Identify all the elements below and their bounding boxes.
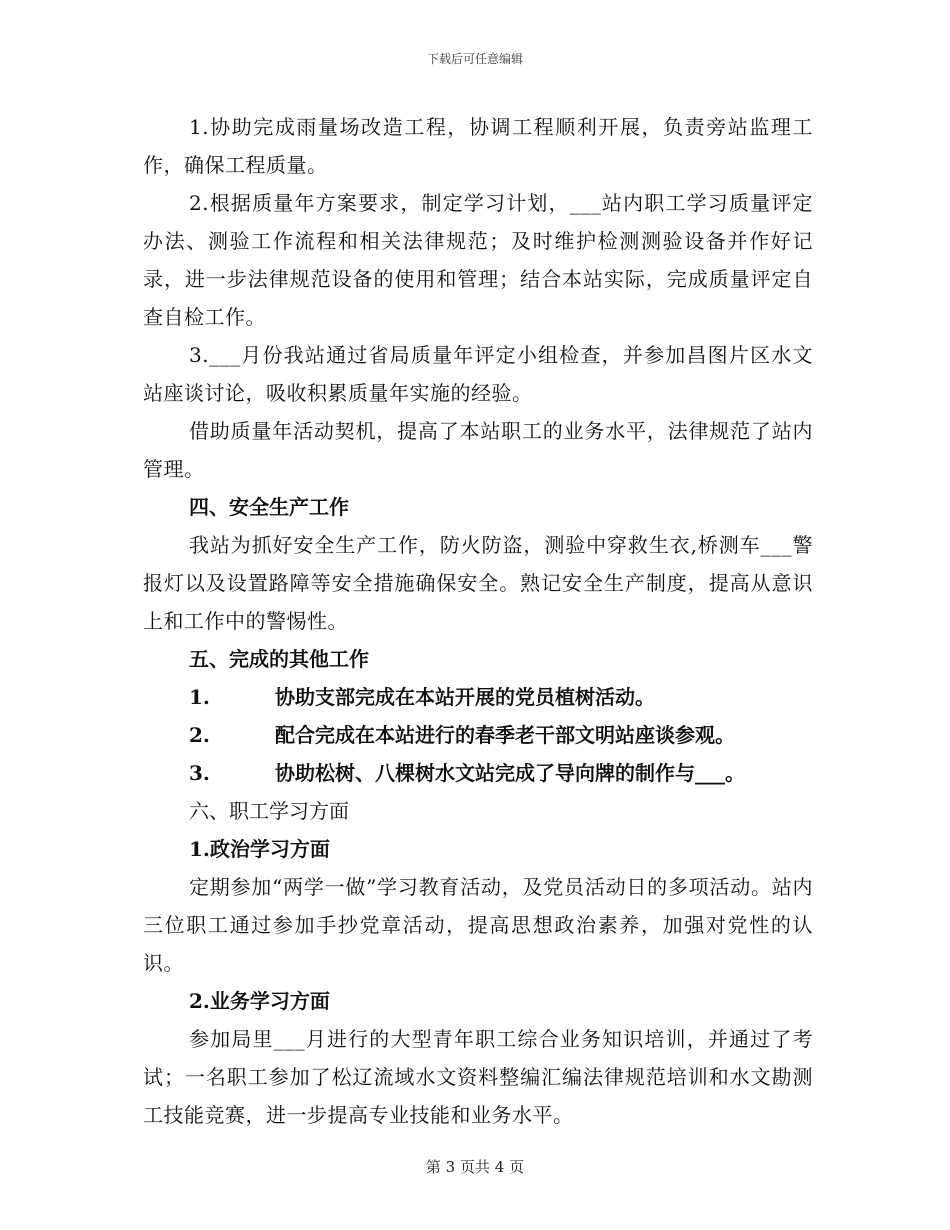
- paragraph: 定期参加“两学一做”学习教育活动，及党员活动日的多项活动。站内三位职工通过参加手抄党章活动，提高思想政治素养，加强对党性的认识。: [143, 875, 813, 975]
- subsection-heading: 2.业务学习方面: [189, 989, 330, 1013]
- list-item: [143, 754, 813, 792]
- section-heading: 六、职工学习方面: [189, 799, 349, 823]
- page-header: 下载后可任意编辑: [426, 52, 523, 66]
- subsection-heading: 1.政治学习方面: [189, 837, 330, 861]
- list-item-text: 协助松树、八棵树水文站完成了导向牌的制作与___。: [275, 761, 745, 785]
- list-item-number: 1.: [189, 685, 210, 709]
- list-item: [143, 678, 813, 716]
- paragraph: 参加局里___月进行的大型青年职工综合业务知识培训，并通过了考试；一名职工参加了松辽流域水文资料整编汇编法律规范培训和水文勘测工技能竞赛，进一步提高专业技能和业务水平。: [143, 1027, 813, 1127]
- paragraph: 我站为抓好安全生产工作，防火防盗，测验中穿救生衣,桥测车___警报灯以及设置路障等安全措施确保安全。熟记安全生产制度，提高从意识上和工作中的警惕性。: [143, 533, 813, 633]
- list-item-number: 3.: [189, 761, 210, 785]
- list-item-number: 2.: [189, 723, 210, 747]
- section-heading: 五、完成的其他工作: [189, 647, 369, 671]
- list-item-text: 协助支部完成在本站开展的党员植树活动。: [275, 685, 655, 709]
- document-body: [143, 108, 813, 1134]
- page-footer: 第 3 页共 4 页: [425, 1158, 525, 1176]
- paragraph: 1.协助完成雨量场改造工程，协调工程顺利开展，负责旁站监理工作，确保工程质量。: [143, 115, 813, 177]
- section-heading: 四、安全生产工作: [189, 495, 349, 519]
- paragraph: 借助质量年活动契机，提高了本站职工的业务水平，法律规范了站内管理。: [143, 419, 813, 481]
- paragraph: 3.___月份我站通过省局质量年评定小组检查，并参加昌图片区水文站座谈讨论，吸收积累质量年实施的经验。: [143, 343, 813, 405]
- list-item-text: 配合完成在本站进行的春季老干部文明站座谈参观。: [275, 723, 735, 747]
- paragraph: 2.根据质量年方案要求，制定学习计划，___站内职工学习质量评定办法、测验工作流程和相关法律规范；及时维护检测测验设备并作好记录，进一步法律规范设备的使用和管理；结合本站实际，完成质量评定自查自检工作。: [143, 191, 813, 329]
- list-item: [143, 716, 813, 754]
